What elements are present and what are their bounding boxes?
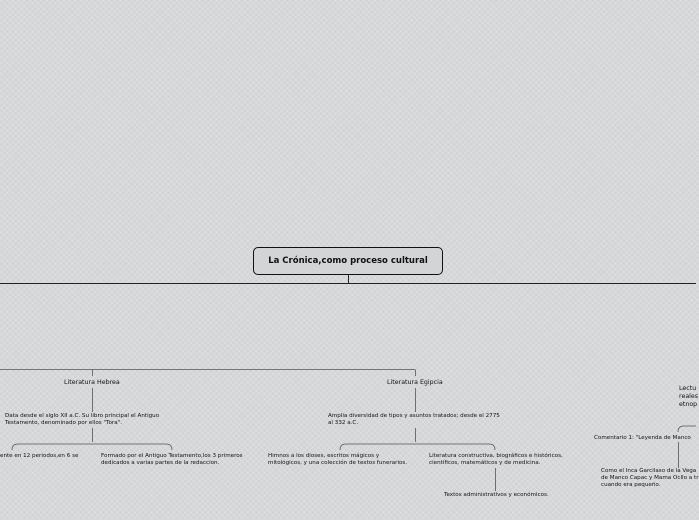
egypt-bracket	[340, 444, 495, 450]
hebrew-note-line2: Testamento, denominado por ellos "Tora".	[5, 420, 122, 426]
hebrew-left-partial: ente en 12 periodos,en 6 se	[0, 453, 79, 459]
egypt-child1-line2: mitológicos, y una colección de textos funerarios.	[268, 460, 408, 466]
egypt-title[interactable]: Literatura Egipcia	[387, 379, 443, 386]
hebrew-child-line2: dedicados a varias partes de la redaccion.	[101, 460, 220, 466]
egypt-child3: Textos administrativos y económicos.	[444, 492, 549, 498]
root-topic[interactable]	[253, 247, 443, 275]
right-comment[interactable]: Comentario 1: "Leyenda de Manco	[594, 435, 691, 441]
hebrew-note-line1: Data desde el siglo XII a.C. Su libro principal el Antiguo	[5, 413, 160, 419]
egypt-child2-line2: científicos, matemáticos y de medicina.	[429, 460, 541, 466]
right-detail-line1: Como el Inca Garcilaso de la Vega	[601, 468, 697, 474]
root-title: La Crónica,como proceso cultural	[268, 256, 428, 266]
hebrew-child-line1: Formado por el Antiguo Testamento,los 3 primeros	[101, 453, 243, 459]
right-bracket	[678, 426, 696, 432]
right-detail-line3: cuando era pequeño.	[601, 482, 661, 488]
right-label-line1[interactable]: Lectu	[679, 385, 697, 392]
right-label-line3: etnop	[679, 401, 698, 408]
egypt-note-line2: al 332 a.C.	[328, 420, 359, 426]
egypt-child2-line1: Literatura constructiva, biográficos e históricos,	[429, 453, 563, 459]
hebrew-bracket	[12, 444, 172, 450]
hebrew-title[interactable]: Literatura Hebrea	[64, 379, 120, 386]
right-detail-line2: de Manco Capac y Mama Ocllo a tr	[601, 475, 699, 481]
egypt-child1-line1: Himnos a los dioses, escritos mágicos y	[268, 453, 380, 459]
egypt-note-line1: Amplia diversidad de tipos y asuntos tratados; desde el 2775	[328, 413, 500, 419]
right-label-line2: reales	[679, 393, 699, 400]
